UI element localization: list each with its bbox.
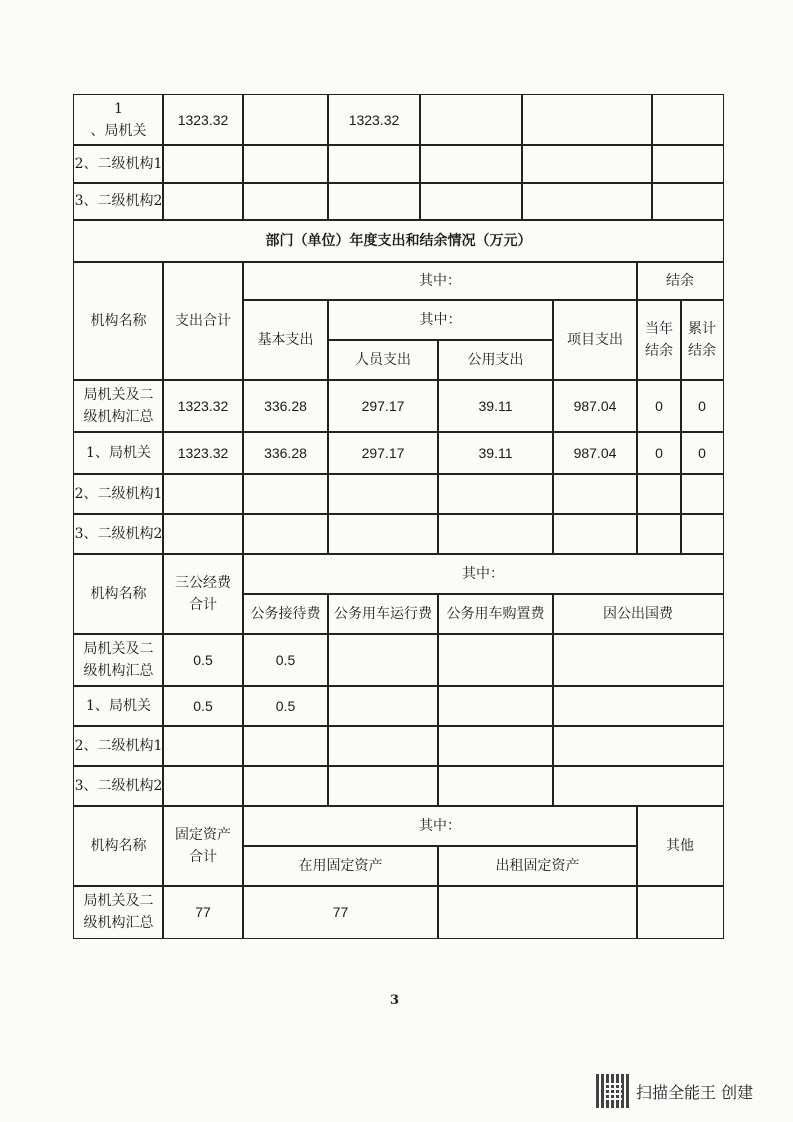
data-cell (327, 513, 439, 555)
header-public (437, 339, 554, 381)
cell-text: 局机关及二 级机构汇总 (83, 386, 154, 425)
data-cell (636, 513, 682, 555)
data-cell (437, 685, 554, 727)
cell-text: 其他 (666, 837, 694, 854)
data-cell (162, 633, 244, 687)
cell-text: 1、局机关 (86, 444, 151, 461)
row-label (73, 725, 164, 767)
data-cell (552, 633, 724, 687)
header-balance (636, 261, 724, 301)
data-cell (327, 182, 421, 221)
cell-text: 1 、局机关 (90, 100, 147, 139)
data-cell (419, 94, 523, 146)
data-cell (521, 144, 653, 184)
data-cell (242, 94, 329, 146)
data-cell (437, 473, 554, 515)
data-cell (651, 144, 724, 184)
header-in-use (242, 845, 439, 887)
cell-text: 336.28 (264, 397, 307, 414)
header-total (162, 261, 244, 381)
cell-text: 其中： (419, 311, 462, 328)
header-personnel (327, 339, 439, 381)
page-number: 3 (390, 993, 400, 1008)
cell-text: 在用固定资产 (298, 857, 383, 874)
data-cell (552, 513, 638, 555)
data-cell (636, 431, 682, 475)
cell-text: 公务接待费 (250, 605, 321, 622)
data-cell (242, 379, 329, 433)
header-vehicle-purchase (437, 593, 554, 635)
cell-text: 出租固定资产 (495, 857, 580, 874)
data-cell (680, 379, 724, 433)
data-cell (242, 725, 329, 767)
data-cell (242, 633, 329, 687)
cell-text: 2、二级机构1 (74, 737, 163, 754)
cell-text: 0.5 (275, 651, 296, 668)
header-total (162, 805, 244, 887)
header-basic (242, 299, 329, 381)
header-current-balance (636, 299, 682, 381)
row-label (73, 182, 164, 221)
data-cell (327, 431, 439, 475)
data-cell (162, 94, 244, 146)
cell-text: 固定资产 合计 (175, 826, 231, 865)
data-cell (327, 94, 421, 146)
cell-text: 其中： (462, 565, 504, 582)
header-other (636, 805, 724, 887)
data-cell (242, 182, 329, 221)
cell-text: 公用支出 (467, 351, 524, 368)
row-label (73, 144, 164, 184)
cell-text: 其中： (419, 817, 461, 834)
cell-text: 987.04 (573, 444, 617, 461)
cell-text: 336.28 (264, 444, 307, 461)
header-overseas (552, 593, 724, 635)
header-org-name (73, 553, 164, 635)
cell-text: 机构名称 (90, 312, 147, 329)
data-cell (636, 379, 682, 433)
cell-text: 297.17 (361, 444, 405, 461)
header-project (552, 299, 638, 381)
cell-text: 人员支出 (355, 351, 411, 368)
cell-text: 297.17 (361, 397, 405, 414)
data-cell (162, 431, 244, 475)
header-of-which (242, 553, 724, 595)
data-cell (242, 765, 329, 807)
data-cell (552, 379, 638, 433)
data-cell (636, 473, 682, 515)
header-org-name (73, 805, 164, 887)
data-cell (437, 633, 554, 687)
row-label (73, 431, 164, 475)
cell-text: 0 (698, 444, 706, 461)
cell-text: 2、二级机构1 (74, 485, 163, 502)
data-cell (242, 473, 329, 515)
cell-text: 公务用车购置费 (446, 605, 545, 622)
row-label (73, 633, 164, 687)
cell-text: 三公经费 合计 (175, 574, 231, 613)
header-cumulative-balance (680, 299, 724, 381)
data-cell (680, 513, 724, 555)
data-cell (419, 144, 523, 184)
cell-text: 39.11 (478, 444, 513, 461)
data-cell (327, 633, 439, 687)
cell-text: 公务用车运行费 (334, 605, 432, 622)
cell-text: 1323.32 (348, 111, 400, 128)
data-cell (636, 885, 724, 939)
cell-text: 局机关及二 级机构汇总 (83, 640, 154, 679)
cell-text: 1323.32 (177, 444, 229, 461)
cell-text: 3、二级机构2 (74, 777, 163, 794)
header-of-which-sub (327, 299, 554, 341)
data-cell (651, 182, 724, 221)
data-cell (162, 885, 244, 939)
data-cell (552, 725, 724, 767)
data-cell (242, 885, 439, 939)
cell-text: 2、二级机构1 (74, 155, 163, 172)
data-cell (327, 725, 439, 767)
watermark-text: 扫描全能王 创建 (636, 1082, 754, 1102)
cell-text: 1323.32 (177, 111, 229, 128)
data-cell (162, 182, 244, 221)
cell-text: 基本支出 (257, 331, 314, 348)
data-cell (242, 144, 329, 184)
header-of-which (242, 805, 638, 847)
data-cell (162, 685, 244, 727)
data-cell (242, 513, 329, 555)
data-cell (242, 685, 329, 727)
data-cell (552, 431, 638, 475)
data-cell (680, 431, 724, 475)
data-cell (419, 182, 523, 221)
row-label (73, 685, 164, 727)
cell-text: 39.11 (478, 397, 513, 414)
cell-text: 0 (655, 397, 663, 414)
data-cell (437, 885, 638, 939)
header-vehicle-operation (327, 593, 439, 635)
scanner-watermark (596, 1074, 753, 1108)
data-cell (437, 725, 554, 767)
cell-text: 局机关及二 级机构汇总 (83, 892, 154, 931)
data-cell (437, 513, 554, 555)
cell-text: 77 (332, 903, 349, 920)
cell-text: 3、二级机构2 (74, 525, 163, 542)
data-cell (437, 379, 554, 433)
row-label (73, 473, 164, 515)
cell-text: 其中： (419, 272, 461, 289)
data-cell (162, 765, 244, 807)
header-of-which (242, 261, 638, 301)
data-cell (437, 431, 554, 475)
data-cell (552, 473, 638, 515)
cell-text: 987.04 (573, 397, 617, 414)
cell-text: 0.5 (193, 651, 213, 668)
cell-text: 项目支出 (567, 331, 623, 348)
cell-text: 3、二级机构2 (74, 193, 163, 210)
data-cell (327, 144, 421, 184)
cell-text: 结余 (666, 272, 694, 289)
row-label (73, 885, 164, 939)
data-cell (327, 765, 439, 807)
row-label (73, 94, 164, 146)
cell-text: 77 (195, 903, 211, 920)
data-cell (162, 379, 244, 433)
cell-text: 因公出国费 (603, 605, 673, 622)
cell-text: 机构名称 (90, 837, 147, 854)
cell-text: 0 (698, 397, 706, 414)
row-label (73, 379, 164, 433)
data-cell (327, 473, 439, 515)
header-leased (437, 845, 638, 887)
data-cell (552, 685, 724, 727)
data-cell (680, 473, 724, 515)
data-cell (242, 431, 329, 475)
header-reception (242, 593, 329, 635)
cell-text: 部门（单位）年度支出和结余情况（万元） (265, 232, 532, 249)
data-cell (162, 725, 244, 767)
header-total (162, 553, 244, 635)
cell-text: 0.5 (193, 697, 213, 714)
data-cell (327, 685, 439, 727)
cell-text: 累计 结余 (688, 320, 716, 359)
cell-text: 1323.32 (177, 397, 229, 414)
cell-text: 0.5 (275, 697, 296, 714)
cell-text: 支出合计 (175, 312, 231, 329)
cell-text: 机构名称 (90, 585, 147, 602)
data-cell (651, 94, 724, 146)
cell-text: 当年 结余 (645, 320, 673, 359)
header-org-name (73, 261, 164, 381)
data-cell (327, 379, 439, 433)
row-label (73, 513, 164, 555)
row-label (73, 765, 164, 807)
qr-code-icon (596, 1074, 630, 1108)
data-cell (162, 473, 244, 515)
data-cell (552, 765, 724, 807)
data-cell (162, 513, 244, 555)
data-cell (521, 182, 653, 221)
cell-text: 0 (655, 444, 663, 461)
data-cell (521, 94, 653, 146)
cell-text: 1、局机关 (86, 697, 151, 714)
section-title (73, 219, 724, 263)
data-cell (162, 144, 244, 184)
data-cell (437, 765, 554, 807)
